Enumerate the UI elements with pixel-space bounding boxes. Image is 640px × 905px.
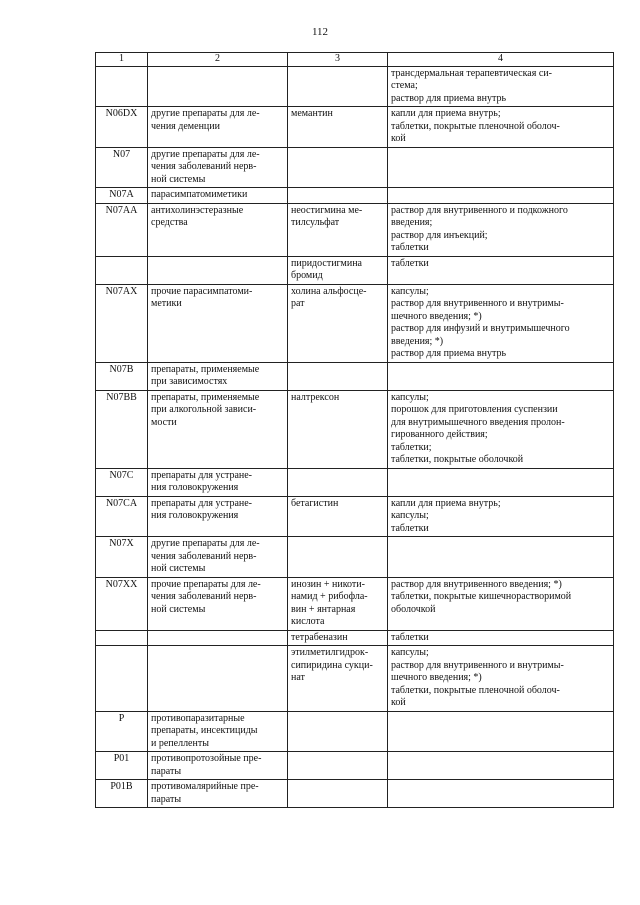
drug-name-cell [288, 107, 388, 148]
group-name-cell-line: при зависимостях [151, 376, 228, 387]
column-header: 4 [388, 53, 614, 67]
atc-code-cell [96, 630, 148, 646]
atc-code-cell: N07A [96, 188, 148, 204]
drug-name-cell [288, 577, 388, 630]
group-name-cell-line: парасимпатомиметики [151, 189, 248, 200]
group-name-cell-line: препараты, инсектициды [151, 725, 258, 736]
dosage-forms-cell [388, 780, 614, 808]
dosage-forms-cell [388, 630, 614, 646]
dosage-forms-cell-line: шечного введения; *) [391, 310, 482, 322]
dosage-forms-cell [388, 468, 614, 496]
dosage-forms-cell-line: таблетки [391, 257, 429, 269]
dosage-forms-cell-line: раствор для приема внутрь [391, 348, 507, 359]
dosage-forms-cell-line: капсулы; [391, 510, 429, 521]
atc-code-cell: N07AA [96, 203, 148, 256]
group-name-cell-line: прочие препараты для ле- [151, 578, 261, 590]
group-name-cell-line: средства [151, 217, 188, 228]
drug-name-cell [288, 711, 388, 752]
atc-code-cell: P [96, 711, 148, 752]
dosage-forms-cell-line: раствор для приема внутрь [391, 92, 507, 104]
dosage-forms-cell-line: стема; [391, 80, 418, 91]
drug-name-cell-line: тетрабеназин [291, 631, 348, 643]
table-row [96, 107, 614, 148]
group-name-cell [148, 468, 288, 496]
dosage-forms-cell [388, 711, 614, 752]
group-name-cell [148, 780, 288, 808]
dosage-forms-cell [388, 496, 614, 537]
dosage-forms-cell-line: оболочкой [391, 603, 436, 615]
group-name-cell [148, 203, 288, 256]
drug-name-cell [288, 362, 388, 390]
atc-code-cell: N07C [96, 468, 148, 496]
group-name-cell [148, 66, 288, 107]
group-name-cell [148, 711, 288, 752]
group-name-cell [148, 147, 288, 188]
group-name-cell-line: чения заболеваний нерв- [151, 161, 257, 172]
group-name-cell [148, 537, 288, 578]
dosage-forms-cell-line: капли для приема внутрь; [391, 497, 501, 509]
group-name-cell [148, 630, 288, 646]
group-name-cell-line: антихолинэстеразные [151, 204, 244, 216]
dosage-forms-cell-line: раствор для внутривенного и внутримы- [391, 298, 564, 309]
drug-name-cell-line: вин + янтарная [291, 603, 356, 615]
dosage-forms-cell [388, 577, 614, 630]
dosage-forms-cell-line: шечного введения; *) [391, 672, 482, 683]
group-name-cell-line: параты [151, 765, 182, 777]
dosage-forms-cell [388, 390, 614, 468]
drug-name-cell [288, 752, 388, 780]
atc-code-cell: N07XX [96, 577, 148, 630]
atc-code-cell: N07AX [96, 284, 148, 362]
dosage-forms-cell [388, 107, 614, 148]
drug-name-cell [288, 188, 388, 204]
atc-code-cell [96, 256, 148, 284]
dosage-forms-cell [388, 188, 614, 204]
atc-code-cell [96, 646, 148, 712]
group-name-cell [148, 646, 288, 712]
table-row [96, 147, 614, 188]
table-row [96, 66, 614, 107]
group-name-cell-line: другие препараты для ле- [151, 148, 260, 160]
group-name-cell-line: ной системы [151, 173, 206, 185]
dosage-forms-cell [388, 284, 614, 362]
dosage-forms-cell [388, 752, 614, 780]
drug-name-cell [288, 646, 388, 712]
drug-name-cell [288, 537, 388, 578]
group-name-cell [148, 752, 288, 780]
dosage-forms-cell-line: капсулы; [391, 391, 429, 403]
dosage-forms-cell-line: таблетки, покрытые оболочкой [391, 454, 524, 465]
dosage-forms-cell [388, 362, 614, 390]
drug-name-cell-line: кислота [291, 616, 325, 627]
drug-name-cell-line: пиридостигмина [291, 257, 362, 269]
dosage-forms-cell [388, 256, 614, 284]
dosage-forms-cell-line: кой [391, 697, 406, 708]
group-name-cell-line: препараты, применяемые [151, 363, 260, 375]
group-name-cell [148, 390, 288, 468]
dosage-forms-cell-line: капли для приема внутрь; [391, 108, 501, 119]
dosage-forms-cell-line: введения; [391, 217, 433, 228]
dosage-forms-cell-line: гированного действия; [391, 429, 488, 440]
group-name-cell [148, 577, 288, 630]
group-name-cell-line: ной системы [151, 603, 206, 615]
atc-code-cell: P01 [96, 752, 148, 780]
group-name-cell-line: и репелленты [151, 737, 209, 749]
dosage-forms-cell-line: раствор для инъекций; [391, 229, 488, 241]
group-name-cell-line: препараты для устране- [151, 469, 253, 481]
dosage-forms-cell [388, 537, 614, 578]
page-number: 112 [311, 26, 329, 38]
dosage-forms-cell-line: таблетки, покрытые пленочной оболоч- [391, 684, 560, 696]
drug-name-cell-line: мемантин [291, 108, 333, 119]
drug-name-cell [288, 468, 388, 496]
dosage-forms-cell-line: раствор для инфузий и внутримышечного [391, 323, 570, 334]
dosage-forms-cell-line: таблетки; [391, 441, 432, 453]
dosage-forms-cell-line: для внутримышечного введения пролон- [391, 416, 565, 428]
drug-name-cell [288, 496, 388, 537]
atc-code-cell [96, 66, 148, 107]
table-row [96, 468, 614, 496]
group-name-cell-line: препараты для устране- [151, 497, 253, 509]
group-name-cell [148, 107, 288, 148]
group-name-cell-line: другие препараты для ле- [151, 108, 260, 119]
drug-name-cell-line: намид + рибофла- [291, 591, 368, 602]
group-name-cell-line: чения деменции [151, 120, 220, 132]
dosage-forms-cell [388, 646, 614, 712]
dosage-forms-cell-line: раствор для внутривенного и подкожного [391, 204, 568, 216]
drug-name-cell-line: рат [291, 298, 305, 309]
group-name-cell-line: мости [151, 416, 177, 428]
table-header-row [96, 53, 614, 67]
dosage-forms-cell-line: раствор для внутривенного и внутримы- [391, 659, 564, 671]
atc-code-cell: N06DX [96, 107, 148, 148]
column-header: 3 [288, 53, 388, 67]
dosage-forms-cell-line: таблетки, покрытые кишечнорастворимой [391, 591, 572, 602]
atc-code-cell: N07BB [96, 390, 148, 468]
dosage-forms-cell [388, 203, 614, 256]
column-header: 1 [96, 53, 148, 67]
table-row [96, 188, 614, 204]
drug-name-cell [288, 390, 388, 468]
group-name-cell-line: противопротозойные пре- [151, 753, 262, 764]
atc-code-cell: N07 [96, 147, 148, 188]
table-row [96, 284, 614, 362]
dosage-forms-cell-line: раствор для внутривенного введения; *) [391, 578, 562, 590]
table-row [96, 711, 614, 752]
group-name-cell [148, 284, 288, 362]
drug-name-cell-line: этилметилгидрок- [291, 647, 369, 658]
group-name-cell-line: прочие парасимпатоми- [151, 285, 253, 297]
drug-name-cell-line: холина альфосце- [291, 285, 367, 297]
dosage-forms-cell-line: введения; *) [391, 335, 444, 347]
drug-name-cell-line: сипиридина сукци- [291, 659, 373, 671]
group-name-cell-line: препараты, применяемые [151, 391, 260, 403]
drug-name-cell-line: бромид [291, 270, 323, 281]
dosage-forms-cell-line: кой [391, 133, 406, 144]
drug-name-cell-line: инозин + никоти- [291, 578, 365, 590]
drug-name-cell-line: неостигмина ме- [291, 204, 363, 216]
table-row [96, 203, 614, 256]
drug-name-cell-line: налтрексон [291, 391, 340, 403]
group-name-cell [148, 362, 288, 390]
group-name-cell-line: другие препараты для ле- [151, 538, 260, 549]
table-row [96, 537, 614, 578]
group-name-cell-line: метики [151, 298, 182, 309]
table-row [96, 256, 614, 284]
drug-name-cell [288, 630, 388, 646]
group-name-cell-line: противомалярийные пре- [151, 781, 259, 792]
drug-name-cell [288, 203, 388, 256]
drug-name-cell [288, 66, 388, 107]
atc-code-cell: P01B [96, 780, 148, 808]
drug-name-cell-line: нат [291, 672, 305, 683]
table-row [96, 496, 614, 537]
group-name-cell [148, 496, 288, 537]
group-name-cell [148, 188, 288, 204]
atc-code-cell: N07B [96, 362, 148, 390]
table-row [96, 646, 614, 712]
table-row [96, 630, 614, 646]
group-name-cell [148, 256, 288, 284]
drug-name-cell [288, 284, 388, 362]
dosage-forms-cell-line: капсулы; [391, 285, 429, 297]
group-name-cell-line: ной системы [151, 563, 206, 574]
drug-name-cell [288, 147, 388, 188]
dosage-forms-cell-line: таблетки [391, 242, 429, 253]
dosage-forms-cell-line: капсулы; [391, 647, 429, 658]
table-row [96, 390, 614, 468]
group-name-cell-line: ния головокружения [151, 510, 239, 521]
dosage-forms-cell [388, 66, 614, 107]
group-name-cell-line: чения заболеваний нерв- [151, 591, 257, 602]
dosage-forms-cell-line: таблетки [391, 522, 429, 534]
drug-name-cell-line: бетагистин [291, 497, 339, 509]
table-row [96, 577, 614, 630]
group-name-cell-line: параты [151, 793, 182, 805]
group-name-cell-line: ния головокружения [151, 482, 239, 493]
drug-name-cell-line: тилсульфат [291, 217, 340, 228]
dosage-forms-cell-line: порошок для приготовления суспензии [391, 404, 558, 415]
group-name-cell-line: при алкогольной зависи- [151, 404, 257, 415]
group-name-cell-line: противопаразитарные [151, 712, 245, 724]
drug-name-cell [288, 256, 388, 284]
dosage-forms-cell-line: таблетки [391, 631, 429, 643]
atc-code-cell: N07X [96, 537, 148, 578]
table-row [96, 752, 614, 780]
dosage-forms-cell [388, 147, 614, 188]
drug-table [95, 52, 614, 808]
dosage-forms-cell-line: трансдермальная терапевтическая си- [391, 67, 552, 79]
dosage-forms-cell-line: таблетки, покрытые пленочной оболоч- [391, 120, 560, 132]
column-header: 2 [148, 53, 288, 67]
atc-code-cell: N07CA [96, 496, 148, 537]
table-row [96, 780, 614, 808]
drug-name-cell [288, 780, 388, 808]
table-row [96, 362, 614, 390]
group-name-cell-line: чения заболеваний нерв- [151, 550, 257, 562]
